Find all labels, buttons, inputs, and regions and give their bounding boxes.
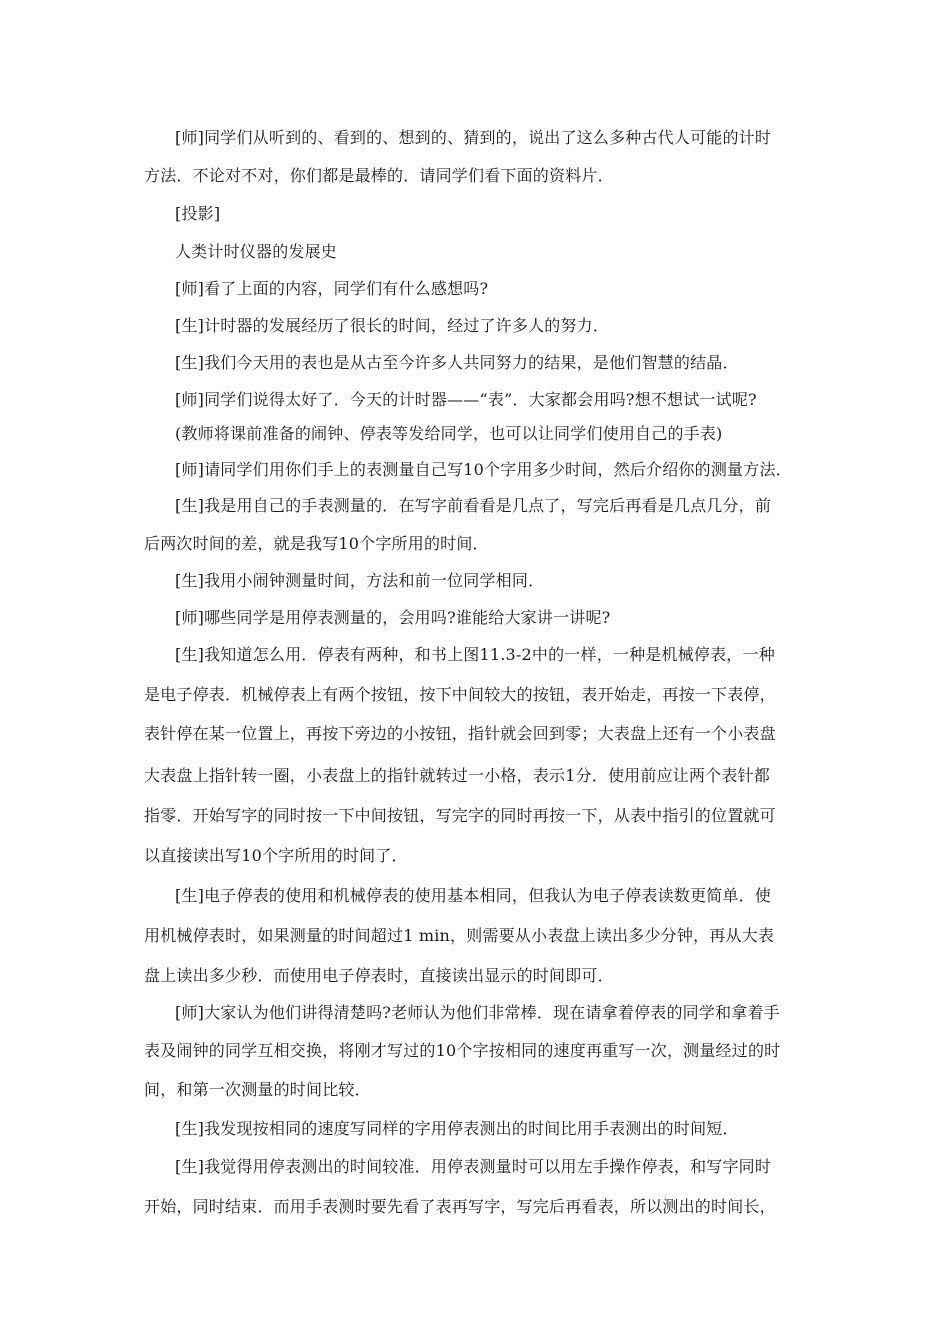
text-line: [生]我发现按相同的速度写同样的字用停表测出的时间比用手表测出的时间短． [175, 1119, 739, 1138]
text-line: [投影] [175, 204, 221, 223]
text-line: [生]我知道怎么用．停表有两种，和书上图11.3-2中的一样，一种是机械停表，一种 [175, 645, 775, 664]
text-line: [生]我们今天用的表也是从古至今许多人共同努力的结果，是他们智慧的结晶． [175, 353, 739, 372]
text-line: 是电子停表．机械停表上有两个按钮，按下中间较大的按钮，表开始走，再按一下表停， [144, 685, 776, 704]
text-line: [生]电子停表的使用和机械停表的使用基本相同，但我认为电子停表读数更简单．使 [175, 886, 772, 905]
text-line: [师]同学们从听到的、看到的、想到的、猜到的，说出了这么多种古代人可能的计时 [175, 128, 772, 147]
text-line: [生]我是用自己的手表测量的．在写字前看看是几点了，写完后再看是几点几分，前 [175, 496, 772, 515]
text-line: 表及闹钟的同学互相交换，将刚才写过的10个字按相同的速度再重写一次，测量经过的时 [144, 1041, 781, 1060]
text-line: 用机械停表时，如果测量的时间超过1 min，则需要从小表盘上读出多少分钟，再从大表 [144, 926, 775, 945]
text-line: [师]大家认为他们讲得清楚吗?老师认为他们非常棒．现在请拿着停表的同学和拿着手 [175, 1003, 780, 1022]
text-line: 开始，同时结束．而用手表测时要先看了表再写字，写完后再看表，所以测出的时间长， [144, 1197, 776, 1216]
text-line: [师]请同学们用你们手上的表测量自己写10个字用多少时间，然后介绍你的测量方法． [175, 460, 792, 479]
text-line: [师]同学们说得太好了．今天的计时器——“表”．大家都会用吗?想不想试一试呢? [175, 390, 757, 409]
text-line: [师]看了上面的内容，同学们有什么感想吗? [175, 279, 489, 298]
text-line: (教师将课前准备的闹钟、停表等发给同学，也可以让同学们使用自己的手表) [175, 424, 723, 443]
text-line: 后两次时间的差，就是我写10个字所用的时间． [144, 534, 489, 553]
text-line: 大表盘上指针转一圈，小表盘上的指针就转过一小格，表示1分．使用前应让两个表针都 [144, 766, 770, 785]
text-line: [师]哪些同学是用停表测量的，会用吗?谁能给大家讲一讲呢? [175, 608, 611, 627]
text-line: [生]我觉得用停表测出的时间较准．用停表测量时可以用左手操作停表，和写字同时 [175, 1157, 772, 1176]
text-line: 表针停在某一位置上，再按下旁边的小按钮，指针就会回到零；大表盘上还有一个小表盘 [144, 724, 776, 743]
text-line: 方法．不论对不对，你们都是最棒的．请同学们看下面的资料片． [144, 166, 614, 185]
text-line: [生]我用小闹钟测量时间，方法和前一位同学相同． [175, 571, 545, 590]
text-line: 间，和第一次测量的时间比较． [144, 1080, 371, 1099]
text-line: 以直接读出写10个字所用的时间了． [144, 846, 408, 865]
text-line: 人类计时仪器的发展史 [175, 242, 338, 261]
text-line: 盘上读出多少秒．而使用电子停表时，直接读出显示的时间即可． [144, 966, 614, 985]
text-line: 指零．开始写字的同时按一下中间按钮，写完字的同时再按一下，从表中指引的位置就可 [144, 806, 776, 825]
text-line: [生]计时器的发展经历了很长的时间，经过了许多人的努力． [175, 316, 610, 335]
